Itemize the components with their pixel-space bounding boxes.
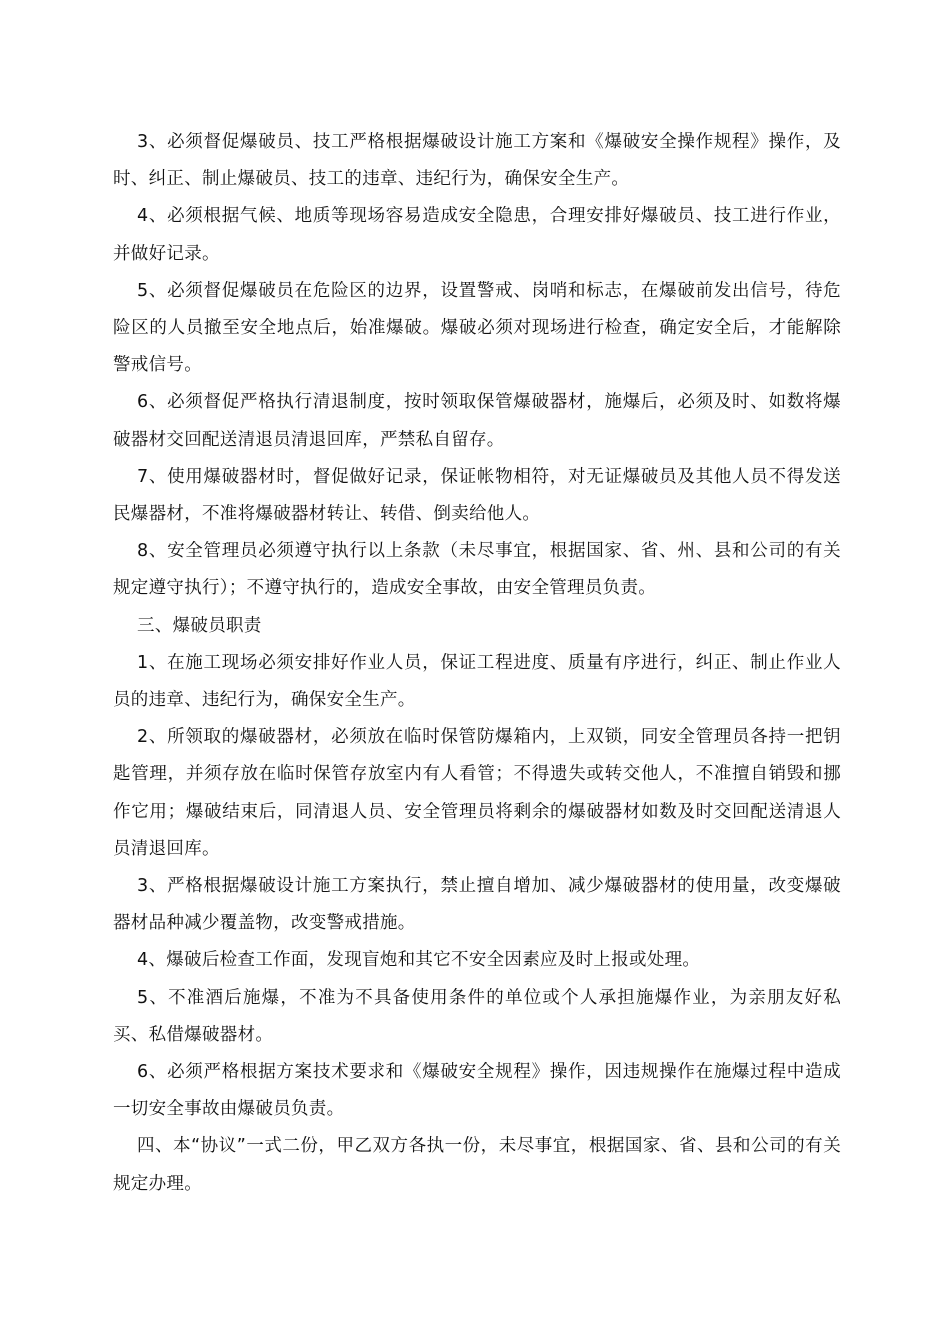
document-body (113, 124, 841, 1203)
paragraph-blaster-1: 1、在施工现场必须安排好作业人员，保证工程进度、质量有序进行，纠正、制止作业人员的违章、违纪行为，确保安全生产。 (113, 652, 841, 711)
paragraph-item-3-supervise: 3、必须督促爆破员、技工严格根据爆破设计施工方案和《爆破安全操作规程》操作，及时、纠正、制止爆破员、技工的违章、违纪行为，确保安全生产。 (113, 132, 841, 190)
paragraph-blaster-5: 5、不准酒后施爆，不准为不具备使用条件的单位或个人承担施爆作业，为亲朋友好私买、私借爆破器材。 (113, 987, 841, 1045)
paragraph-blaster-6: 6、必须严格根据方案技术要求和《爆破安全规程》操作，因违规操作在施爆过程中造成一切安全事故由爆破员负责。 (113, 1062, 841, 1120)
section-agreement-copies: 四、本“协议”一式二份，甲乙双方各执一份，未尽事宜，根据国家、省、县和公司的有关规定办理。 (113, 1136, 841, 1194)
section-heading-blaster-duties: 三、爆破员职责 (137, 615, 262, 636)
paragraph-item-8-compliance: 8、安全管理员必须遵守执行以上条款（未尽事宜，根据国家、省、州、县和公司的有关规定遵守执行）；不遵守执行的，造成安全事故，由安全管理员负责。 (113, 541, 841, 599)
paragraph-blaster-4: 4、爆破后检查工作面，发现盲炮和其它不安全因素应及时上报或处理。 (137, 950, 701, 971)
paragraph-item-4-weather: 4、必须根据气候、地质等现场容易造成安全隐患，合理安排好爆破员、技工进行作业，并做好记录。 (113, 206, 841, 264)
paragraph-item-5-warning: 5、必须督促爆破员在危险区的边界，设置警戒、岗哨和标志，在爆破前发出信号，待危险区的人员撤至安全地点后，始准爆破。爆破必须对现场进行检查，确定安全后，才能解除警戒信号。 (113, 280, 841, 376)
paragraph-blaster-3: 3、严格根据爆破设计施工方案执行，禁止擅自增加、减少爆破器材的使用量，改变爆破器材品种减少覆盖物，改变警戒措施。 (113, 876, 841, 934)
paragraph-blaster-2: 2、所领取的爆破器材，必须放在临时保管防爆箱内，上双锁，同安全管理员各持一把钥匙管理，并须存放在临时保管存放室内有人看管；不得遗失或转交他人，不准擅自销毁和挪作它用；爆破结束后，同清退人员、安全管理员将剩余的爆破器材如数及时交回配送清退人员清退回库。 (113, 727, 841, 859)
paragraph-item-6-return: 6、必须督促严格执行清退制度，按时领取保管爆破器材，施爆后，必须及时、如数将爆破器材交回配送清退员清退回库，严禁私自留存。 (113, 392, 841, 450)
paragraph-item-7-records: 7、使用爆破器材时，督促做好记录，保证帐物相符，对无证爆破员及其他人员不得发送民爆器材，不准将爆破器材转让、转借、倒卖给他人。 (113, 466, 841, 525)
